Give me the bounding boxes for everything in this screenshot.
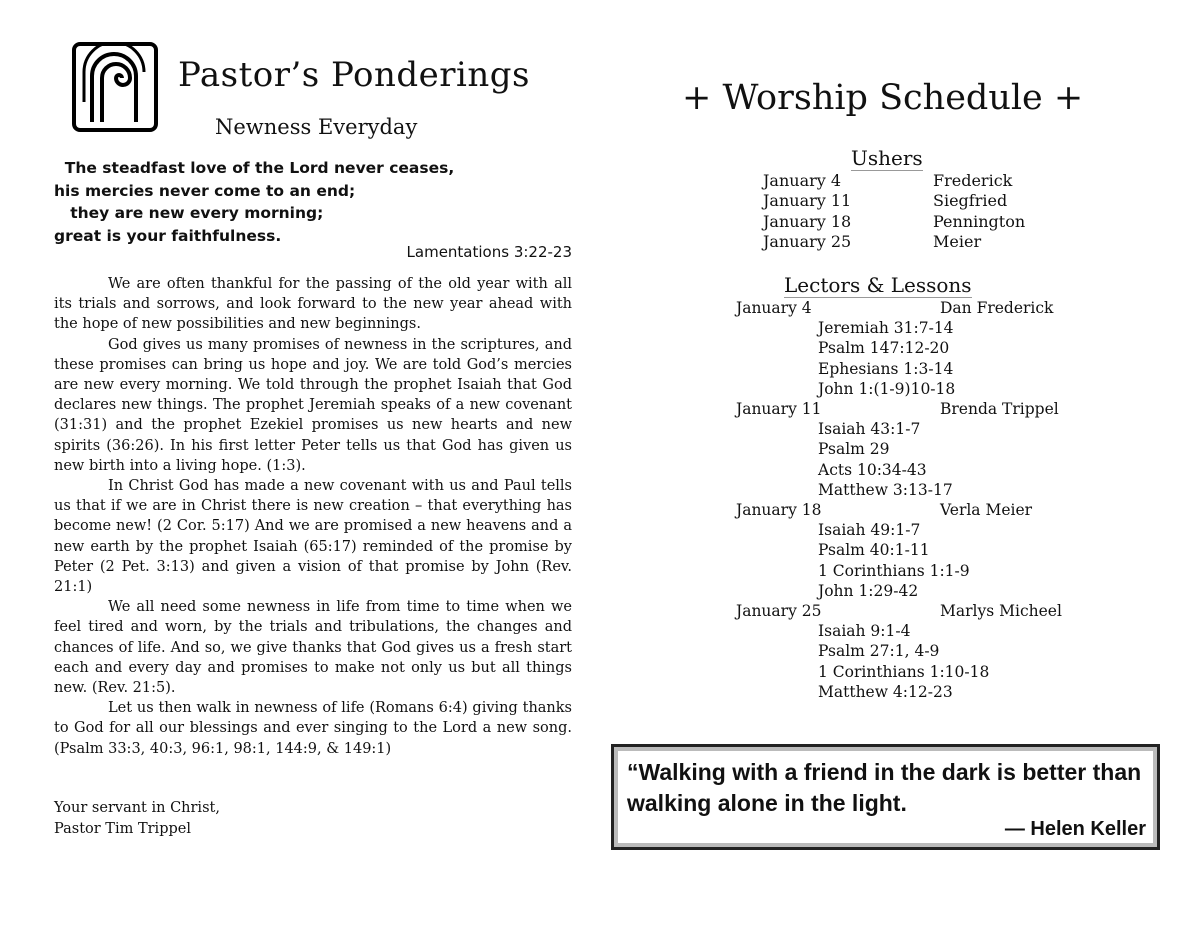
usher-name: Frederick bbox=[933, 171, 1013, 190]
worship-schedule-title: + Worship Schedule + bbox=[682, 78, 1084, 118]
usher-row bbox=[763, 171, 1025, 191]
article-body bbox=[54, 274, 572, 759]
paragraph: God gives us many promises of newness in the scriptures, and these promises can bring us hope and joy. We are told God’s mercies are new every morning. We told through the prophet Isaiah that God declares new things. The prophet Jeremiah speaks of a new covenant (31:31) and the prophet Ezekiel promises us new hearts and new spirits (36:26). In his first letter Peter tells us that God has given us new birth into a living hope. (1:3). bbox=[54, 336, 572, 474]
lectors-list bbox=[736, 298, 1062, 702]
usher-name: Pennington bbox=[933, 211, 1026, 231]
lesson: John 1:29-42 bbox=[818, 581, 919, 600]
shepherd-crook-icon bbox=[72, 42, 158, 132]
scripture-verse bbox=[54, 157, 574, 247]
paragraph: We are often thankful for the passing of the old year with all its trials and sorrows, and look forward to the new year ahead with the hope of new possibilities and new beginnings. bbox=[54, 276, 572, 333]
lesson: Ephesians 1:3-14 bbox=[818, 359, 954, 378]
lector-date: January 18 bbox=[736, 501, 822, 520]
lector-row bbox=[736, 298, 1062, 318]
usher-date: January 11 bbox=[763, 191, 852, 211]
lesson: Psalm 40:1-11 bbox=[818, 541, 930, 560]
lector-name: Brenda Trippel bbox=[940, 400, 1059, 419]
lesson: 1 Corinthians 1:10-18 bbox=[818, 662, 990, 681]
usher-row bbox=[763, 232, 1025, 252]
lesson: Isaiah 49:1-7 bbox=[818, 521, 921, 540]
lector-name: Marlys Micheel bbox=[940, 602, 1062, 621]
quote-author: — Helen Keller bbox=[1004, 818, 1146, 840]
usher-date: January 25 bbox=[763, 231, 852, 251]
lector-row bbox=[736, 500, 1062, 520]
paragraph: We all need some newness in life from time to time when we feel tired and worn, by the trials and tribulations, the changes and chances of life. And so, we give thanks that God gives us a fresh start each and every day and promises to make not only us but all things new. (Rev. 21:5). bbox=[54, 599, 572, 697]
usher-date: January 4 bbox=[763, 171, 842, 190]
page-title: Pastor’s Ponderings bbox=[178, 55, 531, 95]
signature: Pastor Tim Trippel bbox=[54, 820, 191, 837]
usher-row bbox=[763, 212, 1025, 232]
verse-line: his mercies never come to an end; bbox=[54, 181, 356, 200]
lesson: 1 Corinthians 1:1-9 bbox=[818, 561, 970, 580]
article-subtitle: Newness Everyday bbox=[215, 115, 418, 139]
verse-line: they are new every morning; bbox=[54, 204, 324, 222]
verse-line: The steadfast love of the Lord never ceases, bbox=[54, 159, 455, 177]
paragraph: In Christ God has made a new covenant with us and Paul tells us that if we are in Christ there is new creation – that everything has become new! (2 Cor. 5:17) And we are promised a new heavens and a new earth by the prophet Isaiah (65:17) reminded of the promise by Peter (2 Pet. 3:13) and given a vision of that promise by John (Rev. 21:1) bbox=[54, 478, 572, 596]
lector-date: January 25 bbox=[736, 602, 822, 621]
usher-name: Siegfried bbox=[933, 191, 1008, 211]
lesson: John 1:(1-9)10-18 bbox=[818, 379, 956, 398]
lector-row bbox=[736, 399, 1062, 419]
lesson: Psalm 147:12-20 bbox=[818, 339, 950, 358]
usher-row bbox=[763, 191, 1025, 211]
quote-text: “Walking with a friend in the dark is better than walking alone in the light. bbox=[627, 759, 1142, 816]
ushers-list bbox=[763, 171, 1025, 252]
lector-row bbox=[736, 601, 1062, 621]
lesson: Isaiah 43:1-7 bbox=[818, 420, 921, 439]
lesson: Isaiah 9:1-4 bbox=[818, 622, 911, 641]
usher-date: January 18 bbox=[763, 211, 852, 231]
closing: Your servant in Christ, bbox=[54, 800, 220, 816]
lesson: Acts 10:34-43 bbox=[818, 460, 927, 479]
lector-name: Verla Meier bbox=[940, 501, 1033, 520]
paragraph: Let us then walk in newness of life (Romans 6:4) giving thanks to God for all our blessings and ever singing to the Lord a new song. (Psalm 33:3, 40:3, 96:1, 98:1, 144:9, & 149:1) bbox=[54, 700, 572, 757]
lesson: Matthew 4:12-23 bbox=[818, 682, 953, 701]
lesson: Jeremiah 31:7-14 bbox=[818, 319, 954, 338]
usher-name: Meier bbox=[933, 231, 982, 251]
verse-line: great is your faithfulness. bbox=[54, 226, 282, 245]
signature-block bbox=[54, 798, 220, 839]
lesson: Psalm 27:1, 4-9 bbox=[818, 642, 940, 661]
lector-name: Dan Frederick bbox=[940, 299, 1054, 317]
lector-date: January 11 bbox=[736, 400, 822, 419]
lesson: Matthew 3:13-17 bbox=[818, 480, 953, 499]
verse-reference: Lamentations 3:22-23 bbox=[406, 243, 572, 261]
lesson: Psalm 29 bbox=[818, 440, 890, 459]
lectors-heading: Lectors & Lessons bbox=[784, 273, 972, 297]
lector-date: January 4 bbox=[736, 299, 812, 317]
ushers-heading: Ushers bbox=[851, 146, 923, 170]
